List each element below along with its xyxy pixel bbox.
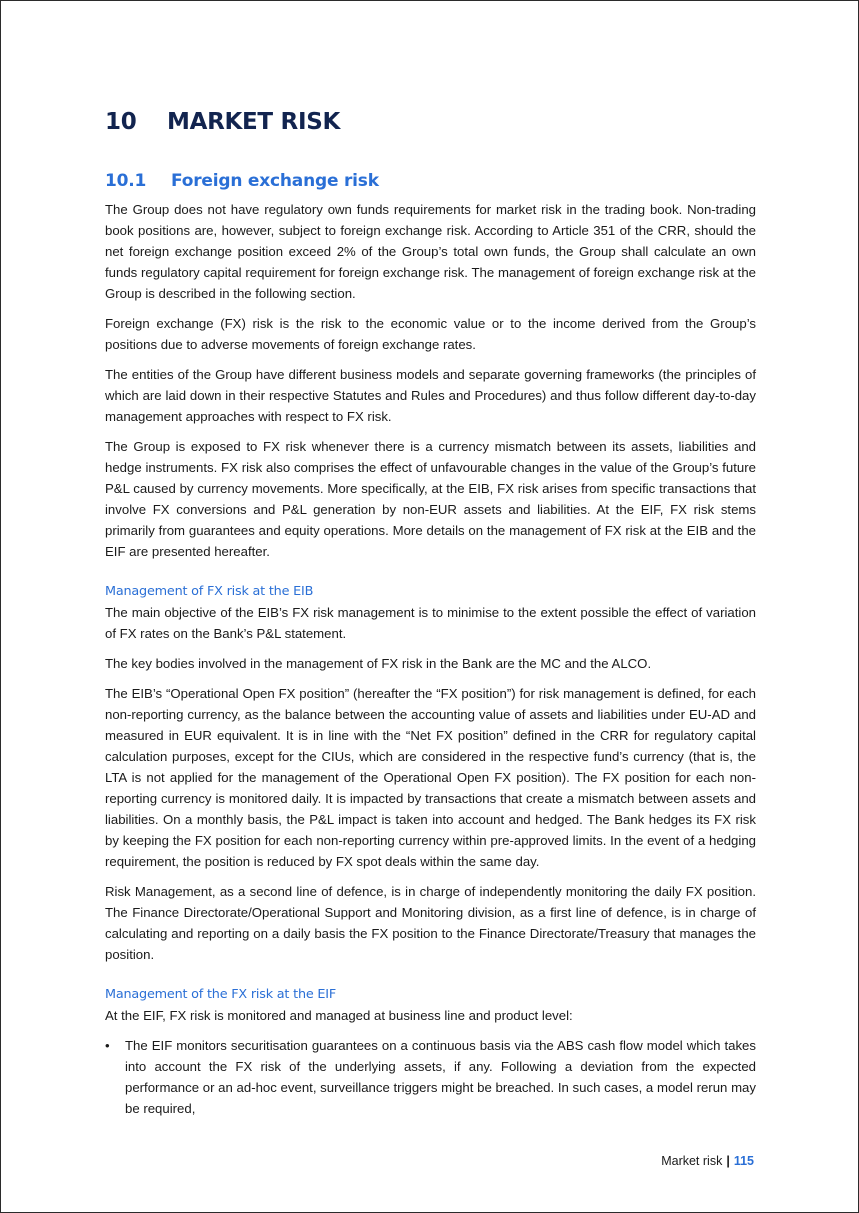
footer-separator: | — [726, 1154, 730, 1168]
bullet-icon: • — [105, 1038, 110, 1053]
intro-paragraph-2: Foreign exchange (FX) risk is the risk to the economic value or to the income derived from the Group’s positions due to adverse movements of foreign exchange rates. — [105, 316, 756, 352]
eif-intro: At the EIF, FX risk is monitored and managed at business line and product level: — [105, 1008, 573, 1023]
intro-paragraph-4: The Group is exposed to FX risk whenever there is a currency mismatch between its assets, liabilities and hedge instruments. FX risk also comprises the effect of unfavourable changes in the value of the Group’s future P&L caused by currency movements. More specifically, at the EIB, FX risk arises from specific transactions that involve FX conversions and P&L generation by non-EUR assets and liabilities. At the EIF, FX risk stems primarily from guarantees and equity operations. More details on the management of FX risk at the EIB and the EIF are presented hereafter. — [105, 439, 756, 559]
subsection-heading — [105, 169, 756, 193]
eib-heading: Management of FX risk at the EIB — [105, 584, 314, 599]
page-number: 115 — [733, 1154, 754, 1168]
eib-paragraph-3: The EIB’s “Operational Open FX position” (hereafter the “FX position”) for risk management is defined, for each non-reporting currency, as the balance between the accounting value of assets and liabilities under EU-AD and measured in EUR equivalent. It is in line with the “Net FX position” defined in the CRR for regulatory capital calculation purposes, except for the CIUs, which are considered in the respective fund’s currency (that is, the LTA is not applied for the management of the Operational Open FX position). The FX position for each non-reporting currency is monitored daily. It is impacted by transactions that create a mismatch between assets and liabilities. On a monthly basis, the P&L impact is taken into account and hedged. The Bank hedges its FX risk by keeping the FX position for each non-reporting currency within pre-approved limits. In the event of a hedging requirement, the position is reduced by FX spot deals within the same day. — [105, 686, 756, 869]
footer-label: Market risk — [661, 1154, 723, 1168]
section-number: 10 — [105, 109, 137, 135]
page-content — [105, 105, 756, 1119]
page-footer — [661, 1151, 754, 1171]
list-item — [105, 1035, 756, 1119]
subsection-number: 10.1 — [105, 171, 147, 191]
eib-paragraph-2: The key bodies involved in the management of FX risk in the Bank are the MC and the ALCO. — [105, 656, 652, 671]
eif-bullet-list — [105, 1035, 756, 1119]
subsection-title: Foreign exchange risk — [171, 171, 379, 191]
eib-paragraph-1: The main objective of the EIB’s FX risk management is to minimise to the extent possible the effect of variation of FX rates on the Bank’s P&L statement. — [105, 605, 756, 641]
list-item-text: The EIF monitors securitisation guarantees on a continuous basis via the ABS cash flow model which takes into account the FX risk of the underlying assets, if any. Following a deviation from the expected performance or an ad-hoc event, surveillance triggers might be breached. In such cases, a model rerun may be required, — [125, 1038, 756, 1116]
intro-paragraph-3: The entities of the Group have different business models and separate governing frameworks (the principles of which are laid down in their respective Statutes and Rules and Procedures) and thus follow different day-to-day management approaches with respect to FX risk. — [105, 367, 756, 424]
eib-paragraph-4: Risk Management, as a second line of defence, is in charge of independently monitoring the daily FX position. The Finance Directorate/Operational Support and Monitoring division, as a first line of defence, is in charge of calculating and reporting on a daily basis the FX position to the Finance Directorate/Treasury that manages the position. — [105, 884, 756, 962]
section-title: MARKET RISK — [167, 109, 340, 135]
intro-paragraph-1: The Group does not have regulatory own funds requirements for market risk in the trading book. Non-trading book positions are, however, subject to foreign exchange risk. According to Article 351 of the CRR, should the net foreign exchange position exceed 2% of the Group’s total own funds, the Group shall calculate an own funds regulatory capital requirement for foreign exchange risk. The management of foreign exchange risk at the Group is described in the following section. — [105, 202, 756, 301]
section-heading — [105, 105, 756, 139]
eif-heading: Management of the FX risk at the EIF — [105, 987, 337, 1002]
